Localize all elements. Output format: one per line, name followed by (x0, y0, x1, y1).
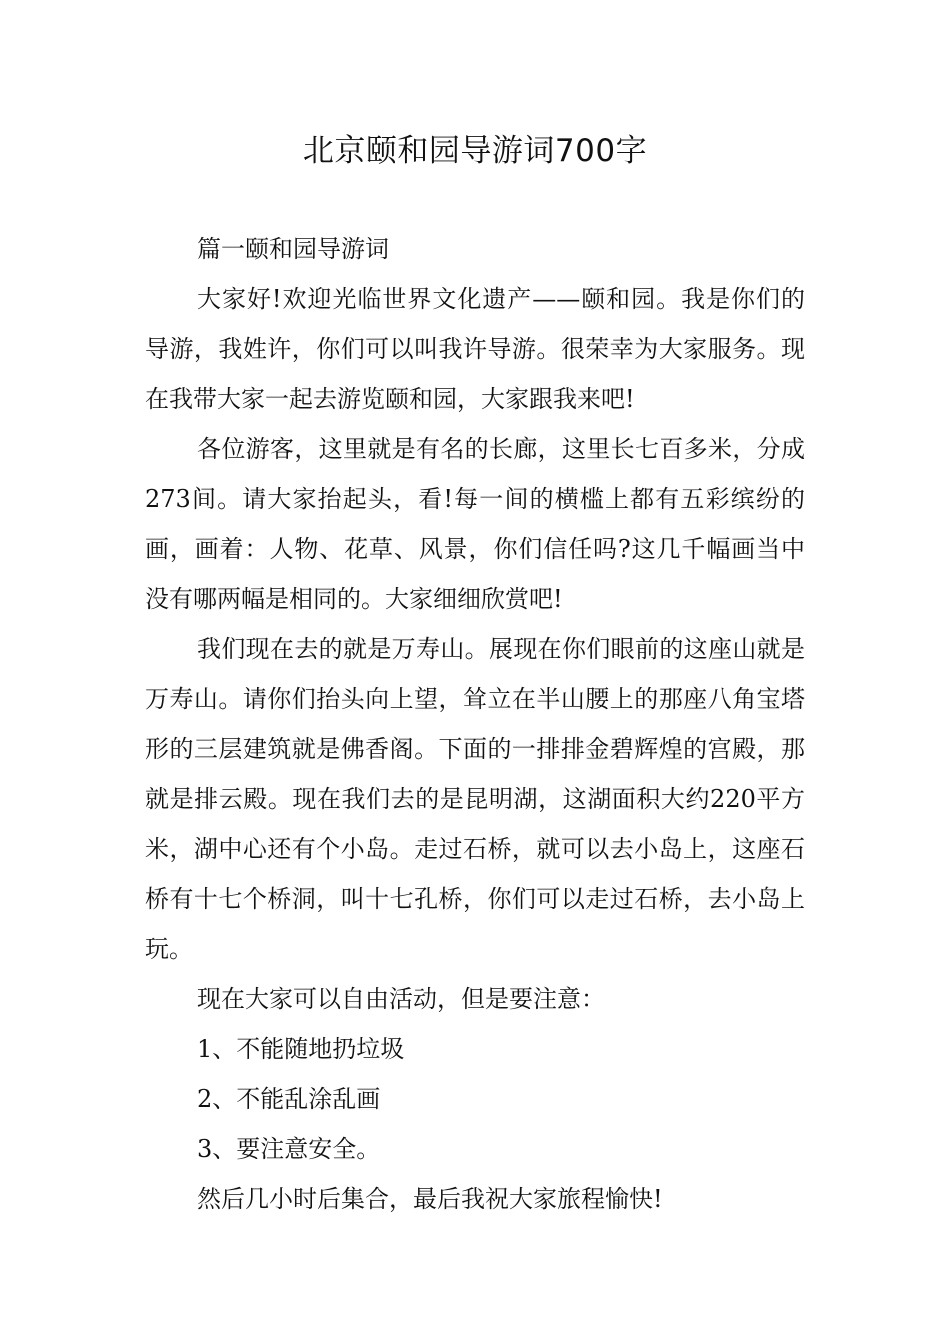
paragraph-welcome: 大家好!欢迎光临世界文化遗产——颐和园。我是你们的导游，我姓许，你们可以叫我许导游。很荣幸为大家服务。现在我带大家一起去游览颐和园，大家跟我来吧! (145, 285, 805, 413)
paragraph-closing: 然后几小时后集合，最后我祝大家旅程愉快! (197, 1185, 663, 1213)
document-body (145, 224, 805, 1224)
section-heading: 篇一颐和园导游词 (197, 235, 389, 263)
paragraph-longevity-hill: 我们现在去的就是万寿山。展现在你们眼前的这座山就是万寿山。请你们抬头向上望，耸立在半山腰上的那座八角宝塔形的三层建筑就是佛香阁。下面的一排排金碧辉煌的宫殿，那就是排云殿。现在我们去的是昆明湖，这湖面积大约220平方米，湖中心还有个小岛。走过石桥，就可以去小岛上，这座石桥有十七个桥洞，叫十七孔桥，你们可以走过石桥，去小岛上玩。 (145, 635, 805, 963)
rule-item-1: 1、不能随地扔垃圾 (197, 1035, 405, 1063)
document-title: 北京颐和园导游词700字 (302, 133, 648, 169)
paragraph-long-corridor: 各位游客，这里就是有名的长廊，这里长七百多米，分成273间。请大家抬起头，看!每一间的横槛上都有五彩缤纷的画，画着：人物、花草、风景，你们信任吗?这几千幅画当中没有哪两幅是相同的。大家细细欣赏吧! (145, 435, 805, 613)
rule-item-2: 2、不能乱涂乱画 (197, 1085, 381, 1113)
rule-item-3: 3、要注意安全。 (197, 1135, 381, 1163)
paragraph-free-activity: 现在大家可以自由活动，但是要注意： (197, 985, 605, 1013)
